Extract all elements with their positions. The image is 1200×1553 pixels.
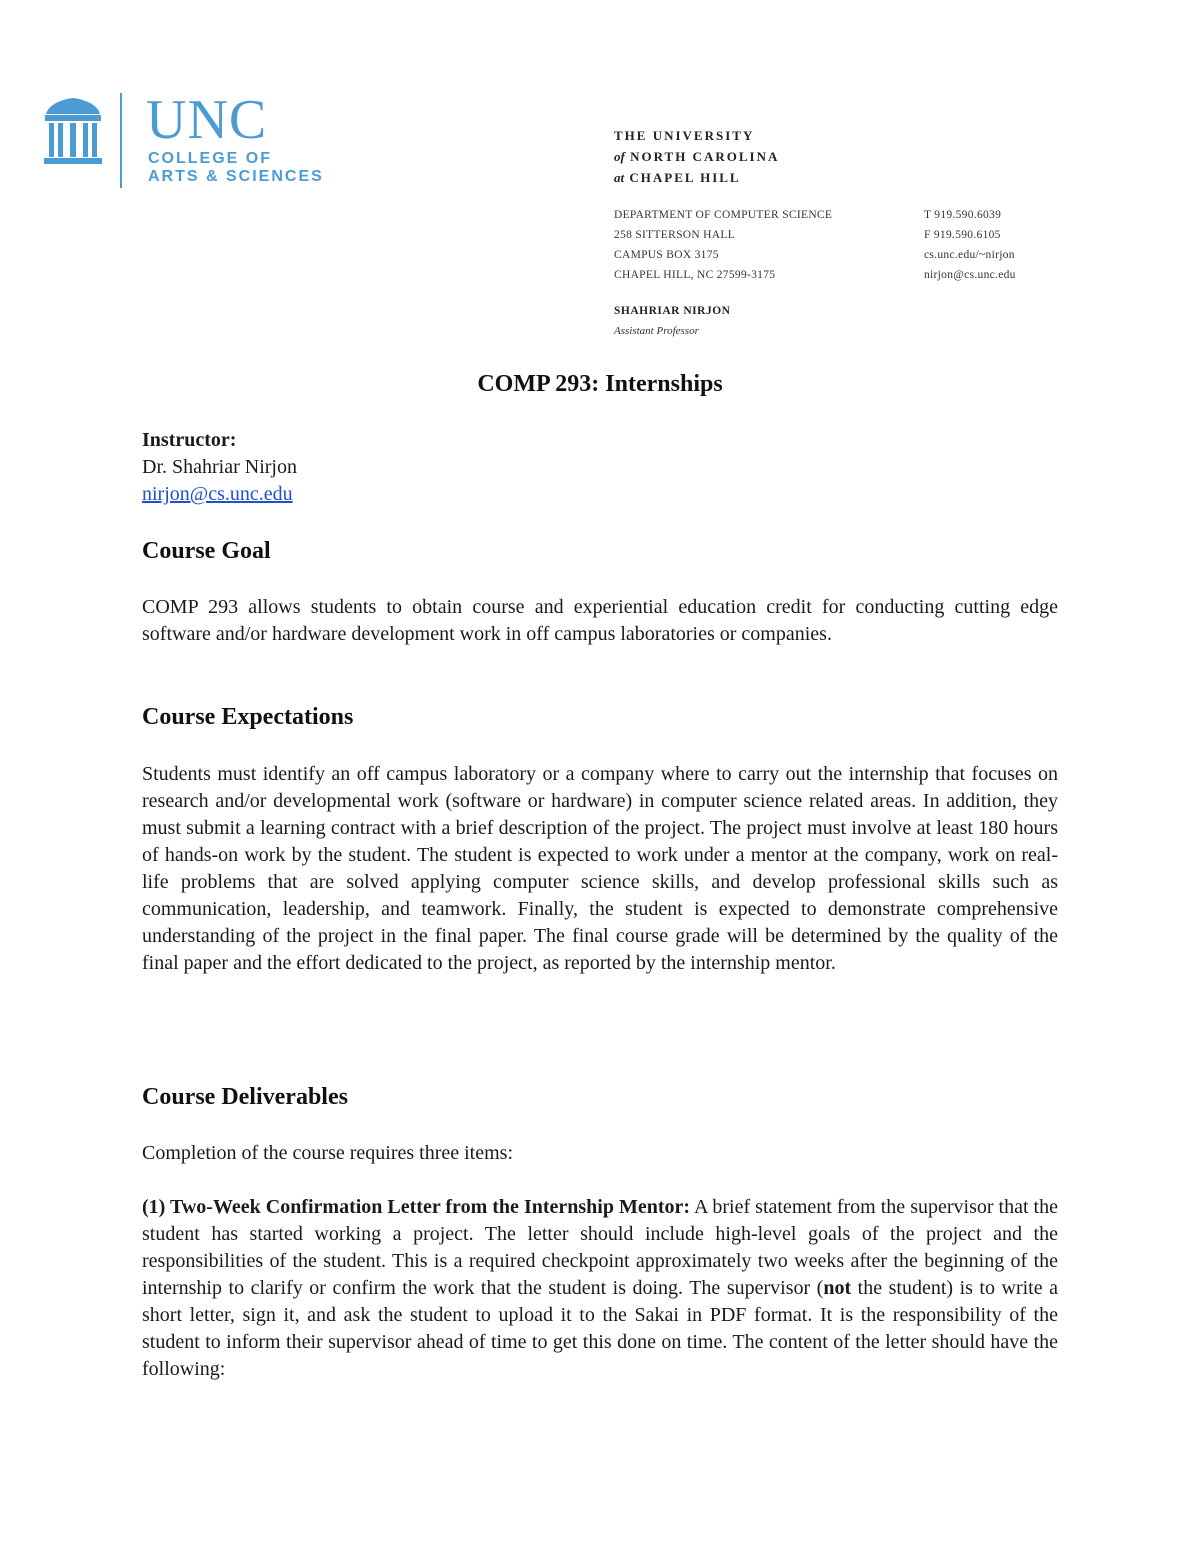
university-line-2-prefix: of bbox=[614, 149, 625, 164]
department-box: CAMPUS BOX 3175 bbox=[614, 249, 719, 261]
contact-web: cs.unc.edu/~nirjon bbox=[924, 249, 1015, 261]
professor-title: Assistant Professor bbox=[614, 325, 699, 337]
old-well-icon bbox=[44, 96, 102, 168]
university-line-3-prefix: at bbox=[614, 170, 625, 185]
professor-name: SHAHRIAR NIRJON bbox=[614, 305, 731, 317]
university-line-3 bbox=[614, 170, 741, 186]
contact-fax: F 919.590.6105 bbox=[924, 229, 1001, 241]
course-goal-text: COMP 293 allows students to obtain course and experiential education credit for conducting cutting edge software and/or hardware development work in off campus laboratories or companies. bbox=[142, 596, 1058, 645]
deliverable-item-1-text-b: the student) is to write a short letter, sign it, and ask the student to upload it to the Sakai in PDF format. It is the responsibility of the student to inform their supervisor ahead of time to get this done on time. The content of the letter should have the following: bbox=[142, 1277, 1058, 1380]
document-title: COMP 293: Internships bbox=[477, 371, 723, 397]
university-line-2 bbox=[614, 149, 779, 165]
university-line-1: THE UNIVERSITY bbox=[614, 128, 755, 143]
course-goal-heading: Course Goal bbox=[142, 538, 271, 564]
logo-arts-line: ARTS & SCIENCES bbox=[148, 168, 324, 185]
deliverable-item-1-text-a: A brief statement from the supervisor that the student has started working a project. The letter should include high-level goals of the project and the responsibilities of the student. This is a required checkpoint approximately two weeks after the beginning of the internship to clarify or confirm the work that the student is doing. The supervisor ( bbox=[142, 1196, 1058, 1299]
deliverable-item-1 bbox=[142, 1194, 1058, 1383]
logo-wordmark: UNC bbox=[146, 89, 268, 151]
course-deliverables-heading: Course Deliverables bbox=[142, 1084, 348, 1110]
instructor-email-link[interactable]: nirjon@cs.unc.edu bbox=[142, 483, 293, 505]
department-name: DEPARTMENT OF COMPUTER SCIENCE bbox=[614, 209, 833, 221]
university-line-2-rest: NORTH CAROLINA bbox=[630, 149, 780, 164]
deliverable-item-1-emphasis: not bbox=[823, 1277, 852, 1299]
contact-email: nirjon@cs.unc.edu bbox=[924, 269, 1016, 281]
logo-divider bbox=[120, 93, 122, 188]
department-address: 258 SITTERSON HALL bbox=[614, 229, 736, 241]
university-line-3-rest: CHAPEL HILL bbox=[629, 170, 741, 185]
logo-college-line: COLLEGE OF bbox=[148, 150, 272, 167]
deliverable-item-1-label: (1) Two-Week Confirmation Letter from the Internship Mentor: bbox=[142, 1196, 691, 1218]
course-deliverables-intro: Completion of the course requires three items: bbox=[142, 1142, 514, 1164]
course-expectations-heading: Course Expectations bbox=[142, 704, 354, 730]
course-expectations-text: Students must identify an off campus laboratory or a company where to carry out the internship that focuses on research and/or developmental work (software or hardware) in computer science related areas. In addition, they must submit a learning contract with a brief description of the project. The project must involve at least 180 hours of hands-on work by the student. The student is expected to work under a mentor at the company, work on real-life problems that are solved applying computer science skills, and develop professional skills such as communication, leadership, and teamwork. Finally, the student is expected to demonstrate comprehensive understanding of the project in the final paper. The final course grade will be determined by the quality of the final paper and the effort dedicated to the project, as reported by the internship mentor. bbox=[142, 763, 1058, 974]
instructor-name: Dr. Shahriar Nirjon bbox=[142, 456, 297, 478]
instructor-label: Instructor: bbox=[142, 429, 237, 451]
contact-phone: T 919.590.6039 bbox=[924, 209, 1002, 221]
department-city: CHAPEL HILL, NC 27599-3175 bbox=[614, 269, 776, 281]
